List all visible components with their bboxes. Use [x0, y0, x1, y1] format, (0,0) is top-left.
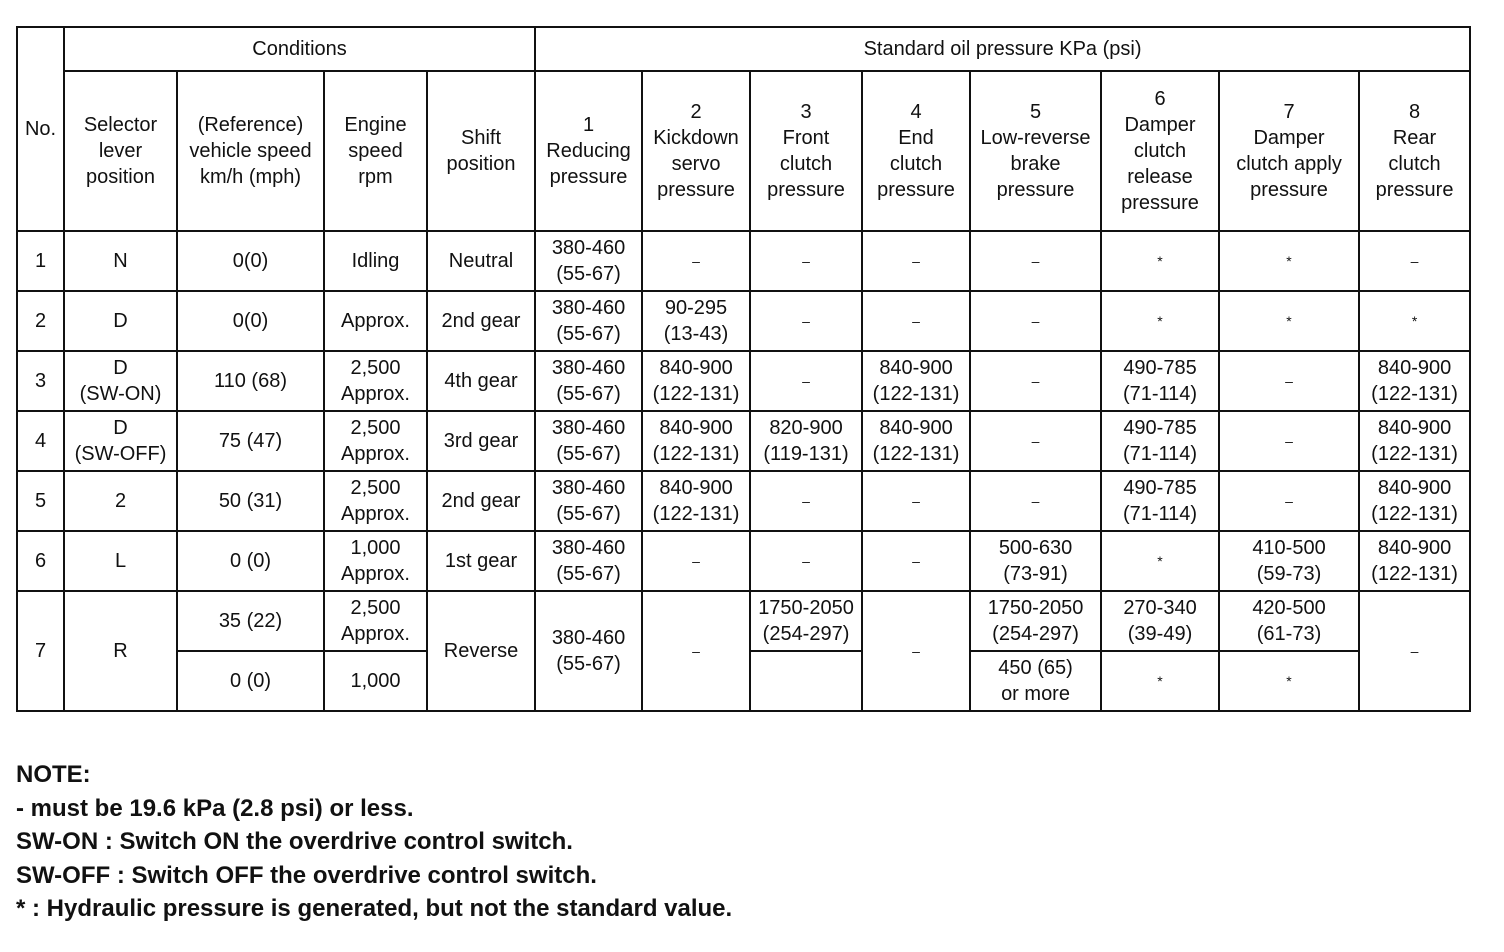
engine-cell: 2,500 Approx.	[324, 411, 427, 471]
header-conditions: Conditions	[64, 27, 535, 71]
pressure-cell: 840-900 (122-131)	[642, 471, 750, 531]
selector-cell: N	[64, 231, 177, 291]
pressure-cell: 380-460 (55-67)	[535, 231, 642, 291]
pressure-cell: *	[1219, 651, 1359, 711]
selector-cell: R	[64, 591, 177, 711]
pressure-cell: –	[1359, 231, 1470, 291]
pressure-cell: 450 (65) or more	[970, 651, 1101, 711]
pressure-cell: –	[862, 471, 970, 531]
pressure-cell: 270-340 (39-49)	[1101, 591, 1219, 651]
header-engine-speed: Engine speed rpm	[324, 71, 427, 231]
pressure-cell: –	[750, 291, 862, 351]
pressure-cell: –	[970, 231, 1101, 291]
pressure-cell: *	[1219, 231, 1359, 291]
table-row	[17, 471, 1470, 531]
note-heading: NOTE:	[16, 761, 91, 788]
shift-cell: Reverse	[427, 591, 535, 711]
pressure-cell: 410-500 (59-73)	[1219, 531, 1359, 591]
engine-cell: 1,000 Approx.	[324, 531, 427, 591]
header-p4: 4 End clutch pressure	[862, 71, 970, 231]
row-no: 1	[17, 231, 64, 291]
speed-cell: 75 (47)	[177, 411, 324, 471]
pressure-cell: –	[1219, 351, 1359, 411]
pressure-cell: 490-785 (71-114)	[1101, 351, 1219, 411]
shift-cell: 4th gear	[427, 351, 535, 411]
pressure-cell: –	[970, 351, 1101, 411]
pressure-cell: –	[970, 411, 1101, 471]
engine-cell: 2,500 Approx.	[324, 591, 427, 651]
speed-cell: 35 (22)	[177, 591, 324, 651]
pressure-cell: 840-900 (122-131)	[862, 411, 970, 471]
pressure-cell: 380-460 (55-67)	[535, 411, 642, 471]
pressure-cell: –	[750, 351, 862, 411]
note-line: - must be 19.6 kPa (2.8 psi) or less.	[16, 794, 414, 822]
pressure-cell: –	[862, 591, 970, 711]
pressure-cell: 500-630 (73-91)	[970, 531, 1101, 591]
header-selector: Selector lever position	[64, 71, 177, 231]
pressure-cell: 90-295 (13-43)	[642, 291, 750, 351]
speed-cell: 0 (0)	[177, 651, 324, 711]
speed-cell: 110 (68)	[177, 351, 324, 411]
pressure-cell: 840-900 (122-131)	[642, 411, 750, 471]
table-row	[17, 291, 1470, 351]
engine-cell: 2,500 Approx.	[324, 471, 427, 531]
notes-block	[16, 758, 1476, 926]
engine-cell: 1,000	[324, 651, 427, 711]
speed-cell: 0(0)	[177, 231, 324, 291]
table-row	[17, 411, 1470, 471]
oil-pressure-table	[16, 26, 1471, 712]
pressure-cell: 1750-2050 (254-297)	[970, 591, 1101, 651]
shift-cell: Neutral	[427, 231, 535, 291]
header-no: No.	[17, 27, 64, 231]
selector-cell: D (SW-OFF)	[64, 411, 177, 471]
pressure-cell: *	[1219, 291, 1359, 351]
pressure-cell: 840-900 (122-131)	[1359, 471, 1470, 531]
pressure-cell: 840-900 (122-131)	[642, 351, 750, 411]
pressure-cell: *	[1101, 651, 1219, 711]
speed-cell: 0 (0)	[177, 531, 324, 591]
pressure-cell: *	[1101, 531, 1219, 591]
note-line: * : Hydraulic pressure is generated, but not the standard value.	[16, 895, 733, 922]
speed-cell: 0(0)	[177, 291, 324, 351]
shift-cell: 2nd gear	[427, 471, 535, 531]
engine-cell: Idling	[324, 231, 427, 291]
pressure-cell: –	[750, 231, 862, 291]
table-row	[17, 231, 1470, 291]
selector-cell: D (SW-ON)	[64, 351, 177, 411]
header-p5: 5 Low-reverse brake pressure	[970, 71, 1101, 231]
row-no: 6	[17, 531, 64, 591]
note-line: SW-ON : Switch ON the overdrive control switch.	[16, 828, 573, 855]
pressure-cell: –	[862, 531, 970, 591]
pressure-cell: 840-900 (122-131)	[1359, 411, 1470, 471]
pressure-cell: 380-460 (55-67)	[535, 291, 642, 351]
header-p1: 1 Reducing pressure	[535, 71, 642, 231]
pressure-cell: 420-500 (61-73)	[1219, 591, 1359, 651]
pressure-cell: 840-900 (122-131)	[1359, 531, 1470, 591]
pressure-cell: –	[1219, 471, 1359, 531]
pressure-cell: –	[750, 531, 862, 591]
header-p2: 2 Kickdown servo pressure	[642, 71, 750, 231]
pressure-cell: –	[642, 591, 750, 711]
row-no: 3	[17, 351, 64, 411]
shift-cell: 3rd gear	[427, 411, 535, 471]
pressure-cell	[750, 651, 862, 711]
table-row	[17, 531, 1470, 591]
pressure-cell: 1750-2050 (254-297)	[750, 591, 862, 651]
table-row	[17, 591, 1470, 651]
pressure-cell: 380-460 (55-67)	[535, 351, 642, 411]
pressure-cell: 490-785 (71-114)	[1101, 411, 1219, 471]
pressure-cell: –	[862, 291, 970, 351]
selector-cell: L	[64, 531, 177, 591]
shift-cell: 2nd gear	[427, 291, 535, 351]
header-p3: 3 Front clutch pressure	[750, 71, 862, 231]
row-no: 2	[17, 291, 64, 351]
row-no: 5	[17, 471, 64, 531]
pressure-cell: 380-460 (55-67)	[535, 591, 642, 711]
engine-cell: 2,500 Approx.	[324, 351, 427, 411]
pressure-cell: –	[970, 471, 1101, 531]
row-no: 4	[17, 411, 64, 471]
row-no: 7	[17, 591, 64, 711]
header-p7: 7 Damper clutch apply pressure	[1219, 71, 1359, 231]
pressure-cell: *	[1359, 291, 1470, 351]
pressure-cell: –	[862, 231, 970, 291]
pressure-cell: 840-900 (122-131)	[1359, 351, 1470, 411]
speed-cell: 50 (31)	[177, 471, 324, 531]
pressure-cell: 820-900 (119-131)	[750, 411, 862, 471]
pressure-cell: –	[970, 291, 1101, 351]
pressure-cell: –	[1359, 591, 1470, 711]
pressure-cell: –	[642, 531, 750, 591]
pressure-cell: 490-785 (71-114)	[1101, 471, 1219, 531]
header-p6: 6 Damper clutch release pressure	[1101, 71, 1219, 231]
selector-cell: 2	[64, 471, 177, 531]
pressure-cell: *	[1101, 291, 1219, 351]
pressure-cell: 380-460 (55-67)	[535, 531, 642, 591]
header-shift-position: Shift position	[427, 71, 535, 231]
pressure-cell: –	[750, 471, 862, 531]
header-vehicle-speed: (Reference) vehicle speed km/h (mph)	[177, 71, 324, 231]
table-row	[17, 351, 1470, 411]
shift-cell: 1st gear	[427, 531, 535, 591]
note-line: SW-OFF : Switch OFF the overdrive control switch.	[16, 861, 597, 889]
header-p8: 8 Rear clutch pressure	[1359, 71, 1470, 231]
engine-cell: Approx.	[324, 291, 427, 351]
pressure-cell: *	[1101, 231, 1219, 291]
pressure-cell: 380-460 (55-67)	[535, 471, 642, 531]
pressure-cell: 840-900 (122-131)	[862, 351, 970, 411]
pressure-cell: –	[1219, 411, 1359, 471]
header-standard-pressure: Standard oil pressure KPa (psi)	[535, 27, 1470, 71]
pressure-cell: –	[642, 231, 750, 291]
selector-cell: D	[64, 291, 177, 351]
